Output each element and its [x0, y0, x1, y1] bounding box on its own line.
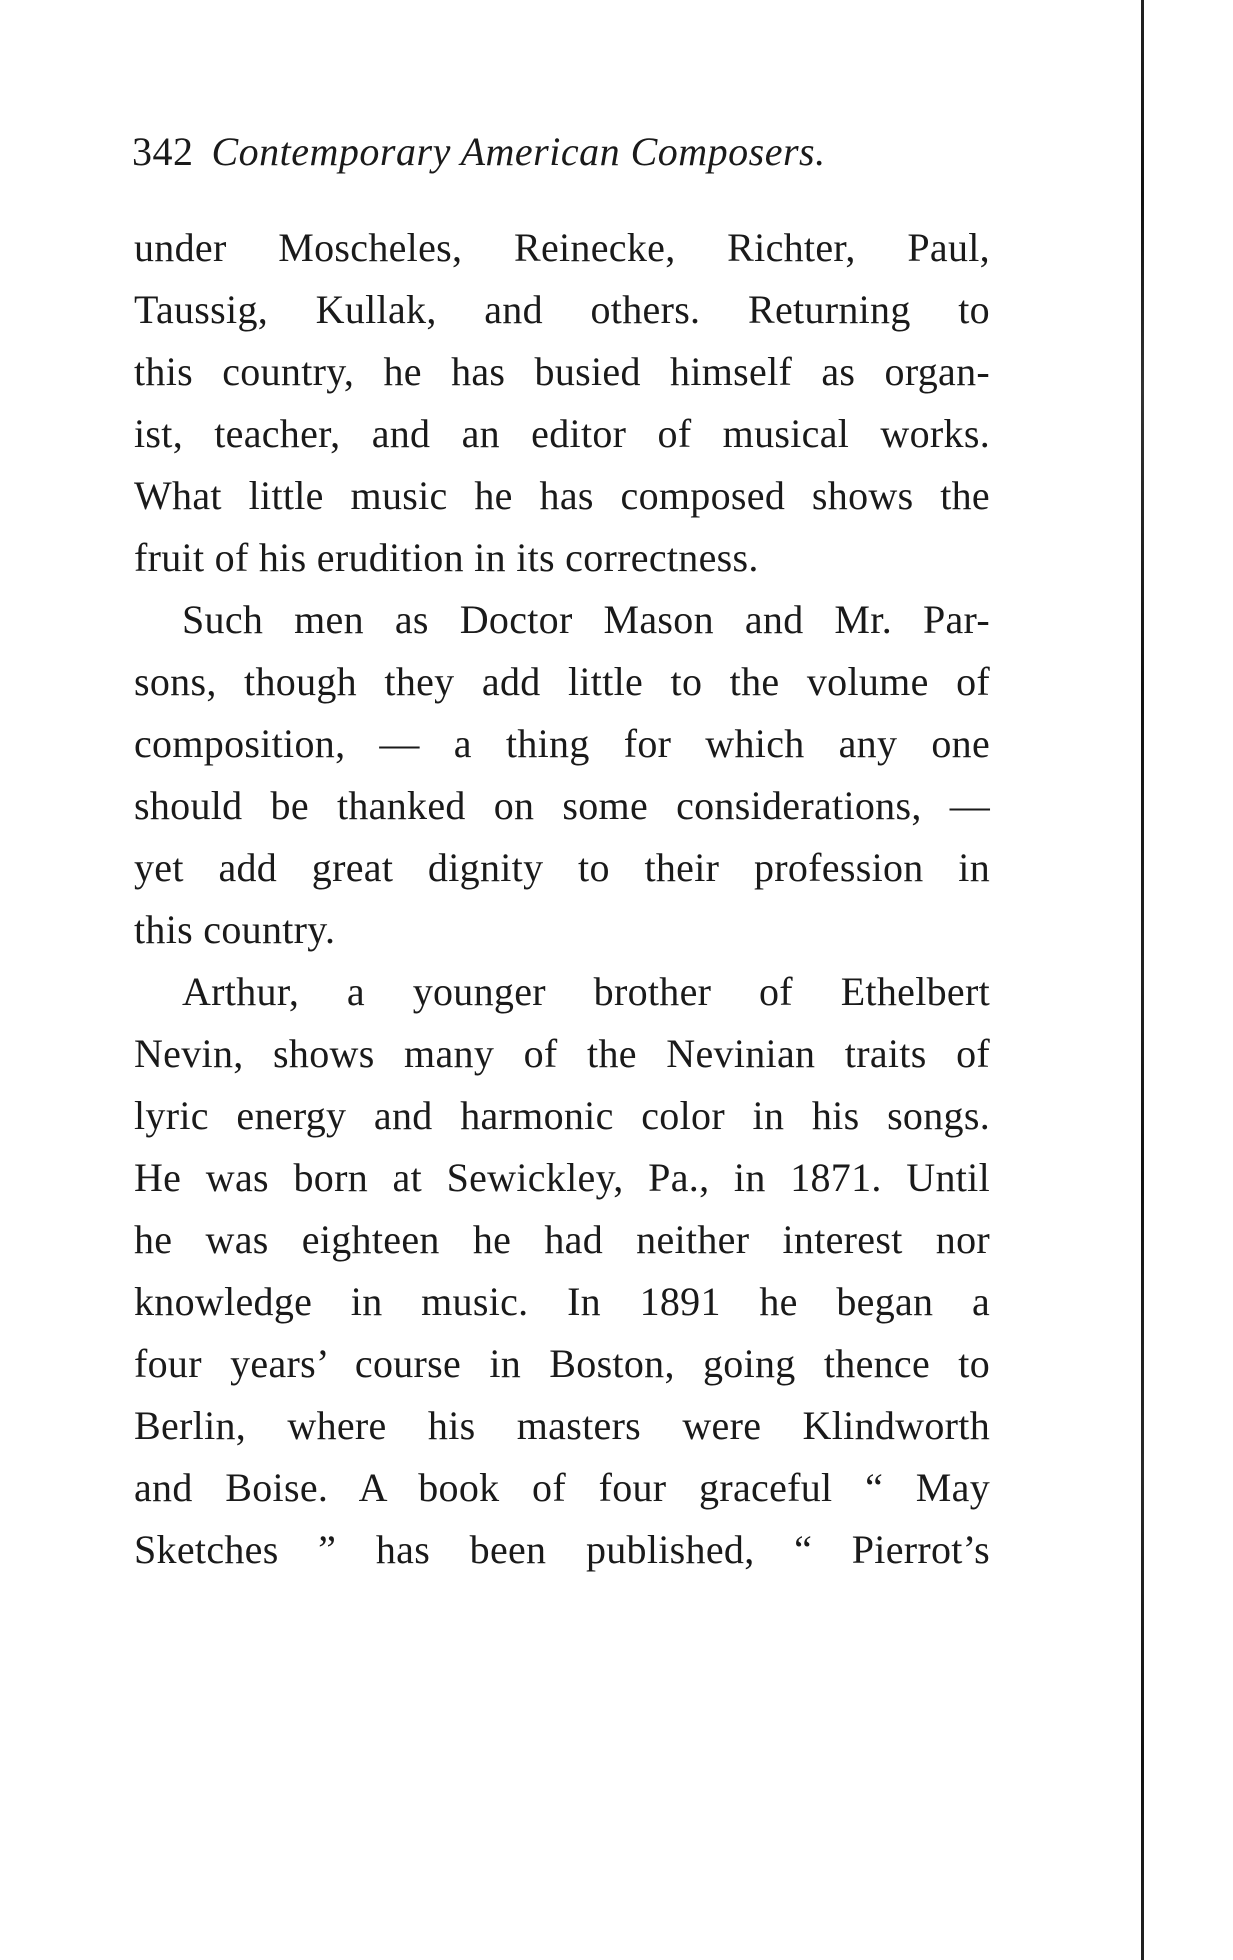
running-head	[132, 128, 826, 176]
page-binding-edge	[1141, 0, 1144, 1960]
body-text	[134, 217, 990, 1581]
text-line: under Moscheles, Reinecke, Richter, Paul,	[134, 225, 990, 270]
text-line: composition, — a thing for which any one	[134, 721, 990, 766]
text-line: this country, he has busied himself as organ-	[134, 349, 990, 394]
text-line: fruit of his erudition in its correctness.	[134, 535, 759, 580]
text-line: four years’ course in Boston, going thence to	[134, 1341, 990, 1386]
text-line: sons, though they add little to the volume of	[134, 659, 990, 704]
text-line: Arthur, a younger brother of Ethelbert	[182, 969, 990, 1014]
text-line: He was born at Sewickley, Pa., in 1871. Until	[134, 1155, 990, 1200]
text-line: knowledge in music. In 1891 he began a	[134, 1279, 990, 1324]
text-line: this country.	[134, 907, 336, 952]
text-line: he was eighteen he had neither interest nor	[134, 1217, 990, 1262]
text-line: Berlin, where his masters were Klindworth	[134, 1403, 990, 1448]
text-line: should be thanked on some considerations, —	[134, 783, 990, 828]
text-line: Taussig, Kullak, and others. Returning to	[134, 287, 990, 332]
text-line: and Boise. A book of four graceful “ May	[134, 1465, 990, 1510]
page-number: 342	[132, 129, 194, 174]
text-line: Such men as Doctor Mason and Mr. Par-	[182, 597, 990, 642]
text-line: Nevin, shows many of the Nevinian traits of	[134, 1031, 990, 1076]
text-line: yet add great dignity to their profession in	[134, 845, 990, 890]
text-line: Sketches ” has been published, “ Pierrot’s	[134, 1527, 990, 1572]
text-line: What little music he has composed shows the	[134, 473, 990, 518]
running-title: Contemporary American Composers.	[211, 129, 826, 174]
text-line: lyric energy and harmonic color in his songs.	[134, 1093, 990, 1138]
text-line: ist, teacher, and an editor of musical works.	[134, 411, 990, 456]
